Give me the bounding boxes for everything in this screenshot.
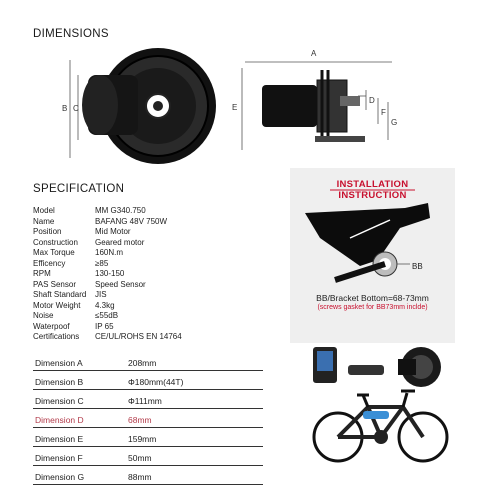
spec-value: IP 65	[95, 321, 114, 331]
bb-label: BB	[412, 262, 423, 271]
spec-key: Construction	[33, 237, 78, 247]
specification-heading: SPECIFICATION	[33, 183, 125, 195]
spec-key: Noise	[33, 311, 54, 320]
label-e: E	[232, 103, 238, 112]
installation-title: INSTALLATION	[336, 179, 409, 190]
spec-key: Name	[33, 216, 55, 226]
bike-frame-illustration	[290, 168, 455, 343]
bb-bracket-text: BB/Bracket Bottom=68-73mm	[316, 293, 429, 303]
label-c: C	[73, 104, 79, 113]
spec-row	[33, 301, 115, 311]
spec-row	[33, 290, 107, 300]
spec-row	[33, 206, 146, 216]
spec-row	[33, 269, 124, 279]
spec-key: RPM	[33, 269, 51, 278]
spec-key: Certifications	[33, 332, 80, 341]
dimension-row	[33, 409, 263, 428]
spec-key: Waterpoof	[33, 321, 70, 331]
bb-gasket-note: (screws gasket for BB73mm inclde)	[317, 304, 428, 311]
instruction-title: INSTRUCTION	[338, 190, 407, 201]
spec-row	[33, 238, 144, 248]
bike-icon	[314, 391, 447, 461]
spec-key: Max Torque	[33, 248, 75, 257]
spec-row	[33, 217, 167, 227]
spec-value: 130-150	[95, 269, 125, 278]
controller-icon	[348, 365, 384, 375]
dimension-key: Dimension B	[35, 377, 84, 387]
spec-row	[33, 311, 118, 321]
dimension-value: Φ111mm	[128, 396, 162, 406]
dimension-value: 68mm	[128, 415, 152, 425]
spec-value: MM G340.750	[95, 206, 146, 215]
label-a: A	[311, 49, 317, 58]
spec-value: ≥85	[95, 258, 109, 268]
spec-row	[33, 227, 131, 237]
spec-key: PAS Sensor	[33, 279, 76, 289]
label-g: G	[391, 118, 398, 127]
spec-row	[33, 322, 114, 332]
dimension-key: Dimension C	[35, 396, 84, 406]
dimension-row	[33, 390, 263, 409]
dimension-key: Dimension D	[35, 415, 84, 425]
installation-panel	[290, 168, 455, 343]
spec-value: Geared motor	[95, 237, 145, 247]
label-d: D	[369, 96, 375, 105]
motor-body-side	[262, 85, 317, 127]
ebike-product-photo	[303, 345, 453, 465]
dimension-row	[33, 352, 263, 371]
spec-row	[33, 332, 182, 342]
spec-row	[33, 280, 146, 290]
spec-row	[33, 259, 108, 269]
spec-row	[33, 248, 123, 258]
label-f: F	[381, 108, 386, 117]
spec-key: Shaft Standard	[33, 290, 87, 299]
dimension-row	[33, 447, 263, 466]
dimension-value: Φ180mm(44T)	[128, 377, 184, 387]
dimension-key: Dimension A	[35, 358, 83, 368]
spec-key: Motor Weight	[33, 300, 81, 310]
spec-key: Efficency	[33, 258, 66, 268]
dimension-value: 208mm	[128, 358, 157, 368]
dimension-key: Dimension F	[35, 453, 83, 463]
dimension-key: Dimension E	[35, 434, 84, 444]
spec-key: Model	[33, 206, 55, 215]
dimension-value: 50mm	[128, 453, 152, 463]
dimension-key: Dimension G	[35, 472, 85, 482]
spec-value: BAFANG 48V 750W	[95, 216, 168, 226]
dimension-row	[33, 371, 263, 390]
spec-value: Speed Sensor	[95, 279, 146, 289]
spec-value: 160N.m	[95, 248, 124, 257]
spec-key: Position	[33, 227, 62, 236]
motor-dimension-diagram	[0, 40, 483, 180]
dimensions-heading: DIMENSIONS	[33, 28, 109, 40]
dimension-row	[33, 428, 263, 447]
label-b: B	[62, 104, 68, 113]
spec-value: JIS	[95, 290, 107, 299]
dimension-row	[33, 466, 263, 485]
spec-value: CE/UL/ROHS EN 14764	[95, 332, 182, 341]
spec-value: ≤55dB	[95, 311, 119, 320]
dimension-value: 159mm	[128, 434, 157, 444]
spec-value: 4.3kg	[95, 300, 115, 310]
spec-value: Mid Motor	[95, 227, 131, 236]
dimension-value: 88mm	[128, 472, 152, 482]
